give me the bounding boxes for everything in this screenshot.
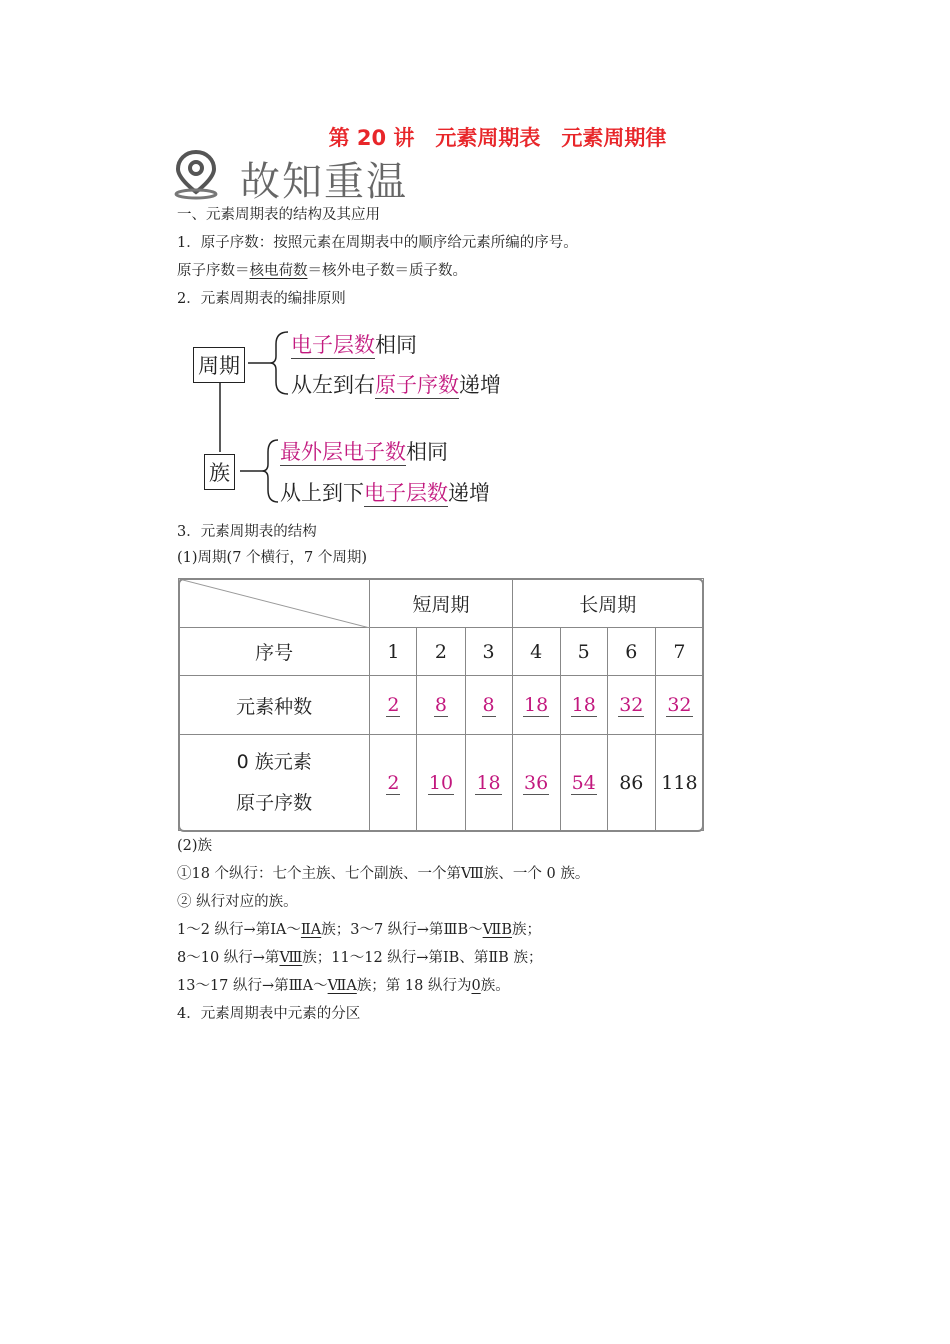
paragraph: 1～2 纵行→第ⅠA～ⅡA族；3～7 纵行→第ⅢB～ⅦB族； [177,922,541,938]
noble-gas-number: 2 [387,771,400,794]
noble-gas-number: 10 [428,771,454,794]
short-period-header: 短周期 [370,579,512,628]
row-label-noble-gas: 0 族元素 原子序数 [179,735,370,831]
group-label-box: 族 [204,454,235,490]
noble-gas-number: 54 [571,771,596,794]
element-count: 2 [387,694,400,716]
noble-gas-number: 86 [607,735,655,831]
arrangement-diagram [190,322,550,512]
section-heading: 2．元素周期表的编排原则 [177,291,346,307]
section-banner: 故知重温 [240,159,408,205]
period-number: 6 [607,628,655,676]
section-heading: 一、元素周期表的结构及其应用 [177,207,380,223]
noble-gas-number: 36 [524,771,549,794]
header-diagonal-cell [179,579,370,628]
element-count: 18 [524,694,549,716]
period-number: 7 [655,628,703,676]
paragraph: 1．原子序数：按照元素在周期表中的顺序给元素所编的序号。 [177,235,578,251]
paragraph: 8～10 纵行→第Ⅷ族；11～12 纵行→第ⅠB、第ⅡB 族； [177,950,543,966]
paragraph: (1)周期(7 个横行，7 个周期) [177,550,368,566]
element-count: 32 [619,694,644,716]
period-number: 4 [512,628,560,676]
period-label-box: 周期 [193,347,245,383]
row-label-number: 序号 [179,628,370,676]
period-table [178,578,704,831]
page-title: 第 20 讲 元素周期表 元素周期律 [328,126,667,150]
paragraph: (2)族 [177,838,213,854]
noble-gas-number: 18 [476,771,501,794]
section-heading: 4．元素周期表中元素的分区 [177,1006,361,1022]
row-label-element-count: 元素种数 [179,676,370,735]
element-count: 18 [571,694,596,716]
noble-gas-number: 118 [655,735,703,831]
element-count: 8 [434,694,448,716]
element-count: 32 [667,694,692,716]
period-rule-1: 电子层数相同 [291,333,417,357]
group-rule-1: 最外层电子数相同 [280,440,448,464]
section-heading: 3．元素周期表的结构 [177,524,317,540]
element-count: 8 [482,694,495,716]
answer-text: 核电荷数 [249,263,308,279]
long-period-header: 长周期 [512,579,703,628]
paragraph: 13～17 纵行→第ⅢA～ⅦA族；第 18 纵行为0族。 [177,978,510,994]
period-rule-2: 从左到右原子序数递增 [291,373,501,397]
period-number: 5 [560,628,607,676]
paragraph: 原子序数＝核电荷数＝核外电子数＝质子数。 [177,263,467,279]
group-rule-2: 从上到下电子层数递增 [280,481,490,505]
location-pin-icon [174,148,234,200]
paragraph: ② 纵行对应的族。 [177,894,298,910]
period-number: 3 [465,628,512,676]
paragraph: ①18 个纵行：七个主族、七个副族、一个第Ⅷ族、一个 0 族。 [177,866,590,882]
period-number: 1 [370,628,417,676]
period-number: 2 [417,628,465,676]
